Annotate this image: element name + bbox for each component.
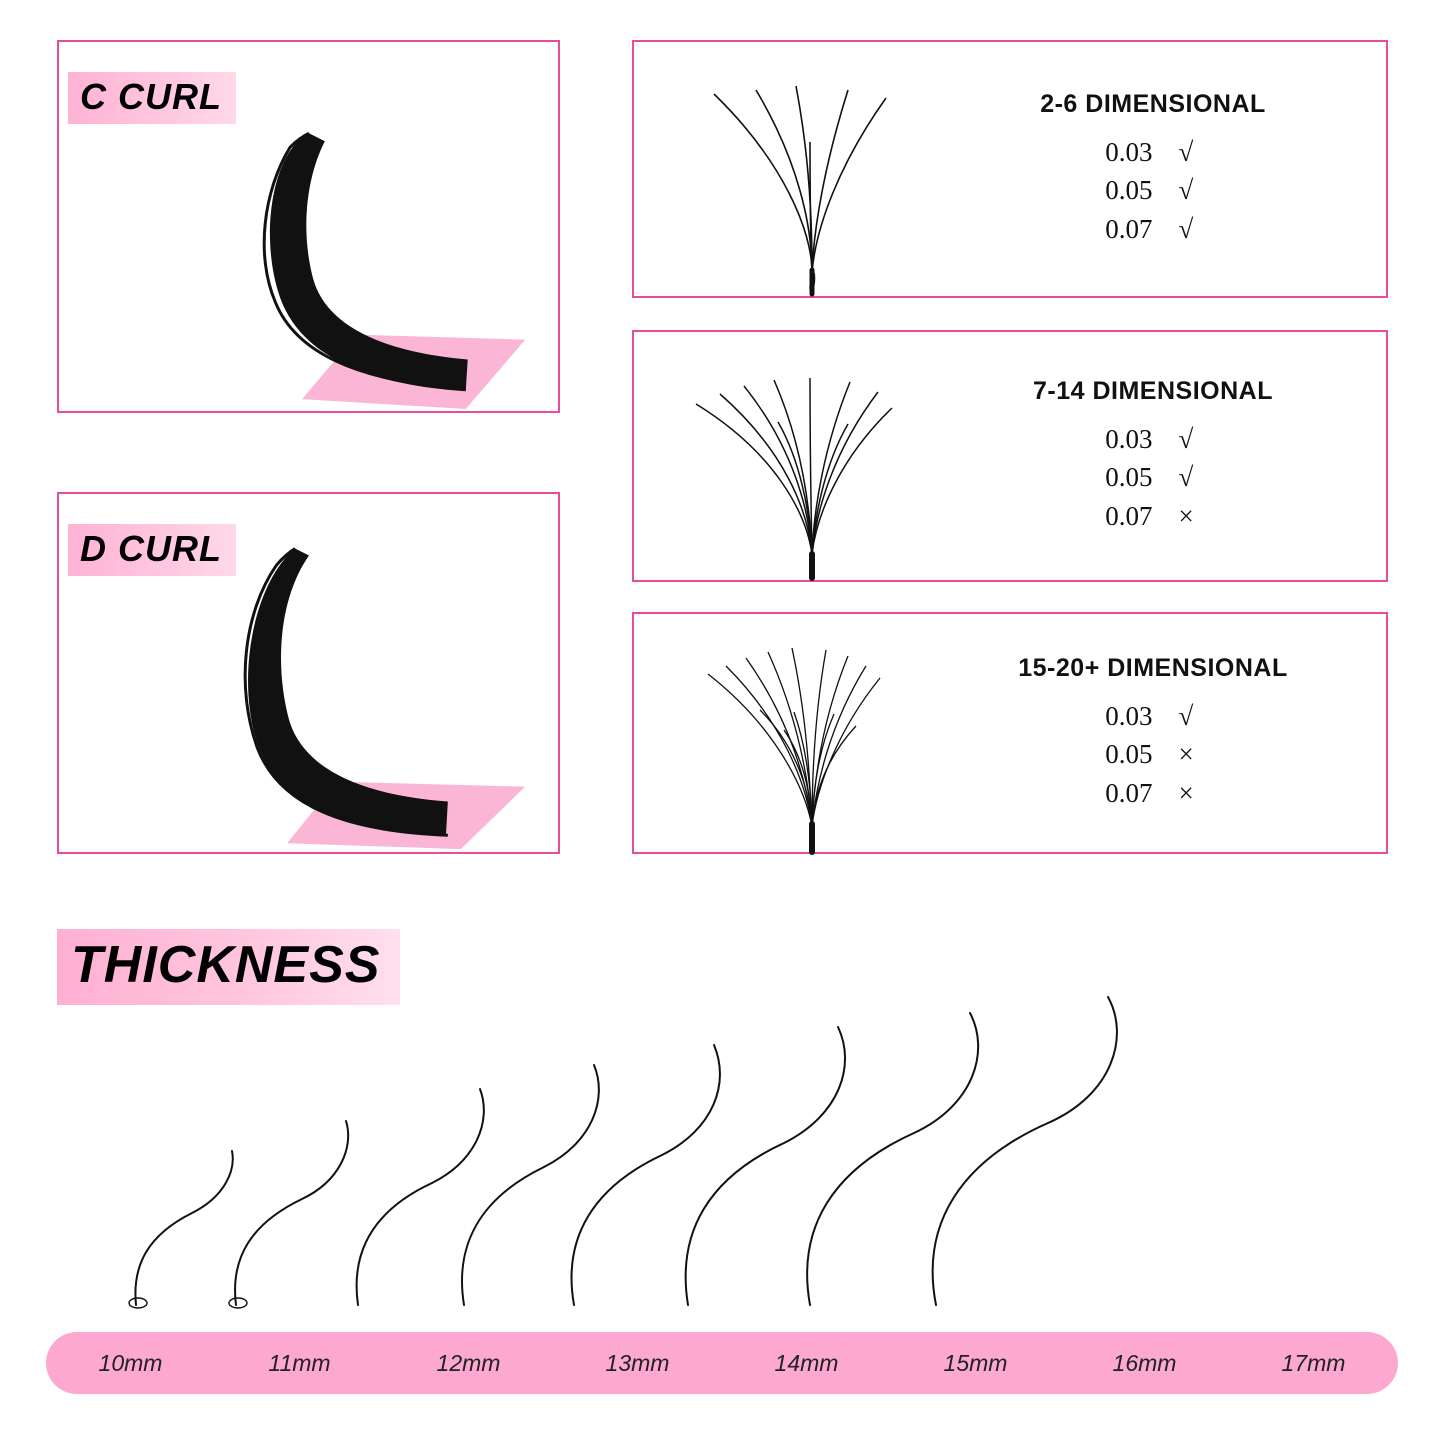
dimensional-panel-2-6	[632, 40, 1388, 298]
thickness-row	[934, 171, 1372, 209]
thickness-row	[934, 458, 1372, 496]
d-curl-illustration	[59, 494, 558, 853]
c-curl-label: C CURL	[68, 72, 236, 124]
availability-mark: ×	[1178, 739, 1194, 770]
thickness-value: 0.07	[1105, 213, 1153, 244]
availability-mark: √	[1178, 462, 1194, 493]
thickness-section-label: THICKNESS	[57, 929, 400, 1005]
dimensional-title: 7-14 DIMENSIONAL	[1033, 377, 1273, 405]
size-label: 14mm	[774, 1349, 839, 1376]
dimensional-panel-15-20	[632, 612, 1388, 854]
thickness-value: 0.03	[1105, 137, 1153, 167]
size-label: 16mm	[1112, 1349, 1177, 1376]
c-curl-panel	[57, 40, 560, 413]
lash-length-illustrations	[40, 985, 1410, 1315]
thickness-row	[934, 210, 1372, 248]
availability-mark: √	[1178, 213, 1194, 244]
size-label: 17mm	[1281, 1349, 1346, 1376]
dimensional-title: 2-6 DIMENSIONAL	[1040, 90, 1266, 118]
d-curl-panel	[57, 492, 560, 854]
size-label: 15mm	[943, 1349, 1008, 1376]
fan-illustration-7-14	[634, 332, 934, 580]
size-label: 10mm	[98, 1349, 163, 1376]
availability-mark: ×	[1178, 777, 1194, 808]
dimensional-panel-7-14	[632, 330, 1388, 582]
thickness-row	[934, 697, 1372, 735]
availability-mark: √	[1178, 424, 1194, 454]
thickness-row	[934, 133, 1372, 171]
availability-mark: √	[1178, 701, 1194, 731]
thickness-row	[934, 497, 1372, 535]
thickness-value: 0.05	[1105, 462, 1153, 493]
size-label: 12mm	[436, 1349, 501, 1376]
thickness-row	[934, 774, 1372, 812]
thickness-value: 0.05	[1105, 175, 1153, 206]
size-label: 11mm	[268, 1349, 331, 1376]
availability-mark: ×	[1178, 500, 1194, 531]
availability-mark: √	[1178, 137, 1194, 167]
fan-illustration-2-6	[634, 42, 934, 296]
thickness-value: 0.05	[1105, 739, 1153, 770]
size-scale-bar	[46, 1332, 1398, 1394]
size-label: 13mm	[605, 1349, 670, 1376]
thickness-value: 0.03	[1105, 701, 1153, 731]
thickness-row	[934, 420, 1372, 458]
thickness-value: 0.03	[1105, 424, 1153, 454]
thickness-row	[934, 735, 1372, 773]
thickness-value: 0.07	[1105, 777, 1153, 808]
thickness-value: 0.07	[1105, 500, 1153, 531]
availability-mark: √	[1178, 175, 1194, 206]
dimensional-title: 15-20+ DIMENSIONAL	[1018, 654, 1288, 682]
c-curl-illustration	[59, 42, 558, 412]
d-curl-label: D CURL	[68, 524, 236, 576]
fan-illustration-15-20	[634, 614, 934, 852]
